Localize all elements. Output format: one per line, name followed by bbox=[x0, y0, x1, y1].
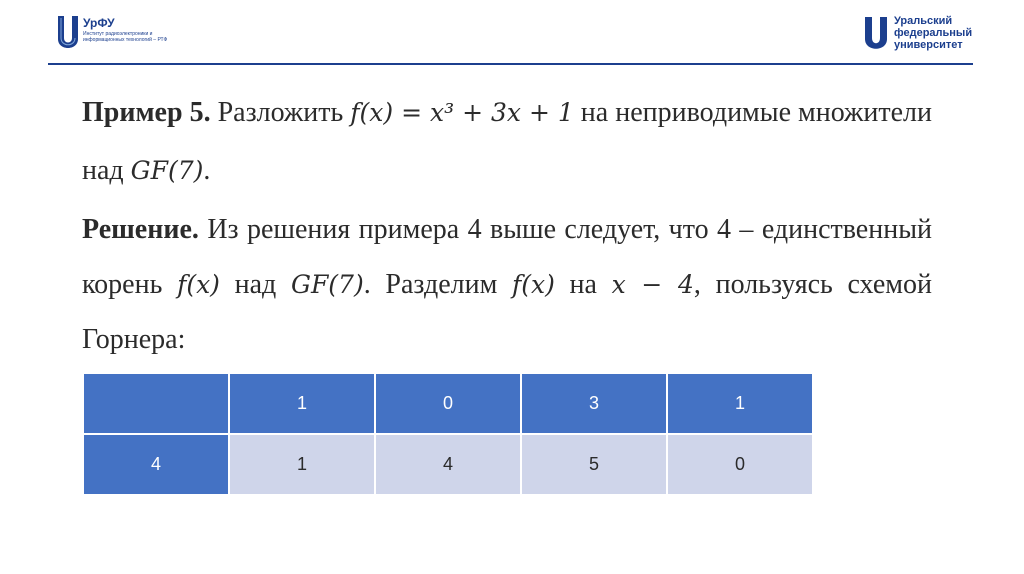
header-divider bbox=[48, 63, 973, 65]
example-field: GF(7) bbox=[130, 156, 204, 185]
solution-func-1: f(x) bbox=[177, 270, 220, 299]
example-formula: f(x) = x³ + 3x + 1 bbox=[350, 98, 574, 127]
solution-text-4: на bbox=[554, 269, 612, 300]
horner-cell: 0 bbox=[375, 373, 521, 434]
horner-cell bbox=[83, 373, 229, 434]
solution-func-2: f(x) bbox=[512, 270, 555, 299]
logo-brand-text: УрФУ bbox=[83, 16, 115, 30]
horner-cell: 3 bbox=[521, 373, 667, 434]
solution-text-1: Из решения примера 4 выше следует, что 4 – единственный корень bbox=[82, 214, 932, 300]
logo-institute-text: Институт радиоэлектроники и информационных технологий – РТФ bbox=[83, 31, 168, 43]
horner-cell: 0 bbox=[667, 434, 813, 495]
urfu-logo-right bbox=[864, 14, 994, 58]
horner-result-row bbox=[83, 434, 813, 495]
urfu-logo-left bbox=[56, 14, 166, 58]
horner-root-cell: 4 bbox=[83, 434, 229, 495]
solution-text-5: , пользуясь схемой Горнера: bbox=[82, 269, 932, 355]
example-paragraph bbox=[82, 84, 932, 200]
horner-coefficient-row bbox=[83, 373, 813, 434]
horner-cell: 1 bbox=[229, 434, 375, 495]
example-lead: Пример 5. bbox=[82, 97, 211, 128]
university-name: Уральский федеральный университет bbox=[894, 15, 973, 51]
solution-lead: Решение. bbox=[82, 214, 199, 245]
solution-text-3: . Разделим bbox=[363, 269, 512, 300]
horner-cell: 1 bbox=[667, 373, 813, 434]
solution-divisor: x − 4 bbox=[611, 270, 694, 299]
example-text-before: Разложить bbox=[210, 97, 351, 128]
horner-cell: 4 bbox=[375, 434, 521, 495]
example-text-middle: на неприводимые множители над bbox=[82, 97, 932, 186]
example-text-after: . bbox=[203, 155, 211, 186]
urfu-u-icon bbox=[56, 14, 80, 54]
urfu-u-icon bbox=[864, 16, 888, 54]
horner-cell: 5 bbox=[521, 434, 667, 495]
horner-table bbox=[82, 372, 814, 496]
solution-field: GF(7) bbox=[290, 270, 364, 299]
solution-paragraph bbox=[82, 202, 932, 367]
solution-text-2: над bbox=[219, 269, 291, 300]
horner-cell: 1 bbox=[229, 373, 375, 434]
